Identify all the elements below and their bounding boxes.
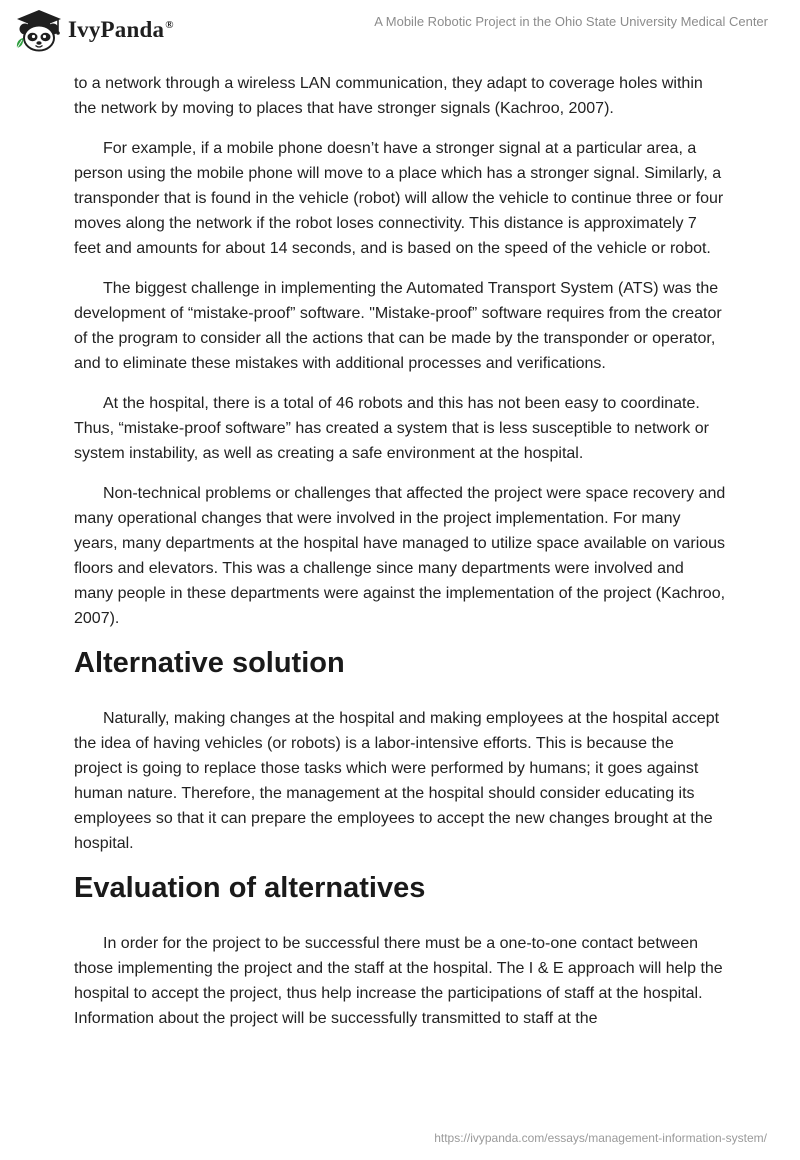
page-header	[0, 0, 800, 64]
paragraph: The biggest challenge in implementing the Automated Transport System (ATS) was the development of “mistake-proof” software. "Mistake-proof” software requires from the creator of the program to consider all the actions that can be made by the transponder or operator, and to eliminate these mistakes with additional processes and verifications.	[74, 280, 722, 372]
paragraph: In order for the project to be successful there must be a one-to-one contact between those implementing the project and the staff at the hospital. The I & E approach will help the hospital to accept the project, thus help increase the participations of staff at the hospital. Information about the project will be successfully transmitted to staff at the	[74, 935, 723, 1027]
brand-name: IvyPanda®	[68, 17, 174, 42]
source-url[interactable]: https://ivypanda.com/essays/management-information-system/	[434, 1131, 767, 1145]
paragraph: At the hospital, there is a total of 46 robots and this has not been easy to coordinate. Thus, “mistake-proof software” has created a system that is less susceptible to network or system instability, as well as creating a safe environment at the hospital.	[74, 395, 709, 462]
essay-body	[74, 71, 726, 1046]
paragraph: For example, if a mobile phone doesn’t have a stronger signal at a particular area, a person using the mobile phone will move to a place which has a stronger signal. Similarly, a transponder that is found in the vehicle (robot) will allow the vehicle to continue three or four moves along the network if the robot loses connectivity. This distance is approximately 7 feet and amounts for about 14 seconds, and is based on the speed of the vehicle or robot.	[74, 140, 724, 257]
section-heading-alternative-solution: Alternative solution	[74, 647, 345, 679]
paragraph: Naturally, making changes at the hospital and making employees at the hospital accept the idea of having vehicles (or robots) is a labor-intensive efforts. This is because the project is going to replace those tasks which were performed by humans; it goes against human nature. Therefore, the management at the hospital should consider educating its employees so that it can prepare the employees to accept the new changes brought at the hospital.	[74, 710, 720, 852]
brand-logo[interactable]	[14, 8, 174, 52]
paragraph: Non-technical problems or challenges that affected the project were space recovery and many operational changes that were involved in the project implementation. For many years, many departments at the hospital have managed to utilize space available on various floors and elevators. This was a challenge since many departments were involved and many people in these departments were against the implementation of the project (Kachroo, 2007).	[74, 485, 726, 627]
panda-graduation-cap-icon	[14, 8, 64, 52]
paragraph: to a network through a wireless LAN communication, they adapt to coverage holes within the network by moving to places that have stronger signals (Kachroo, 2007).	[74, 75, 703, 117]
section-heading-evaluation: Evaluation of alternatives	[74, 872, 426, 904]
document-title: A Mobile Robotic Project in the Ohio State University Medical Center	[374, 14, 768, 29]
